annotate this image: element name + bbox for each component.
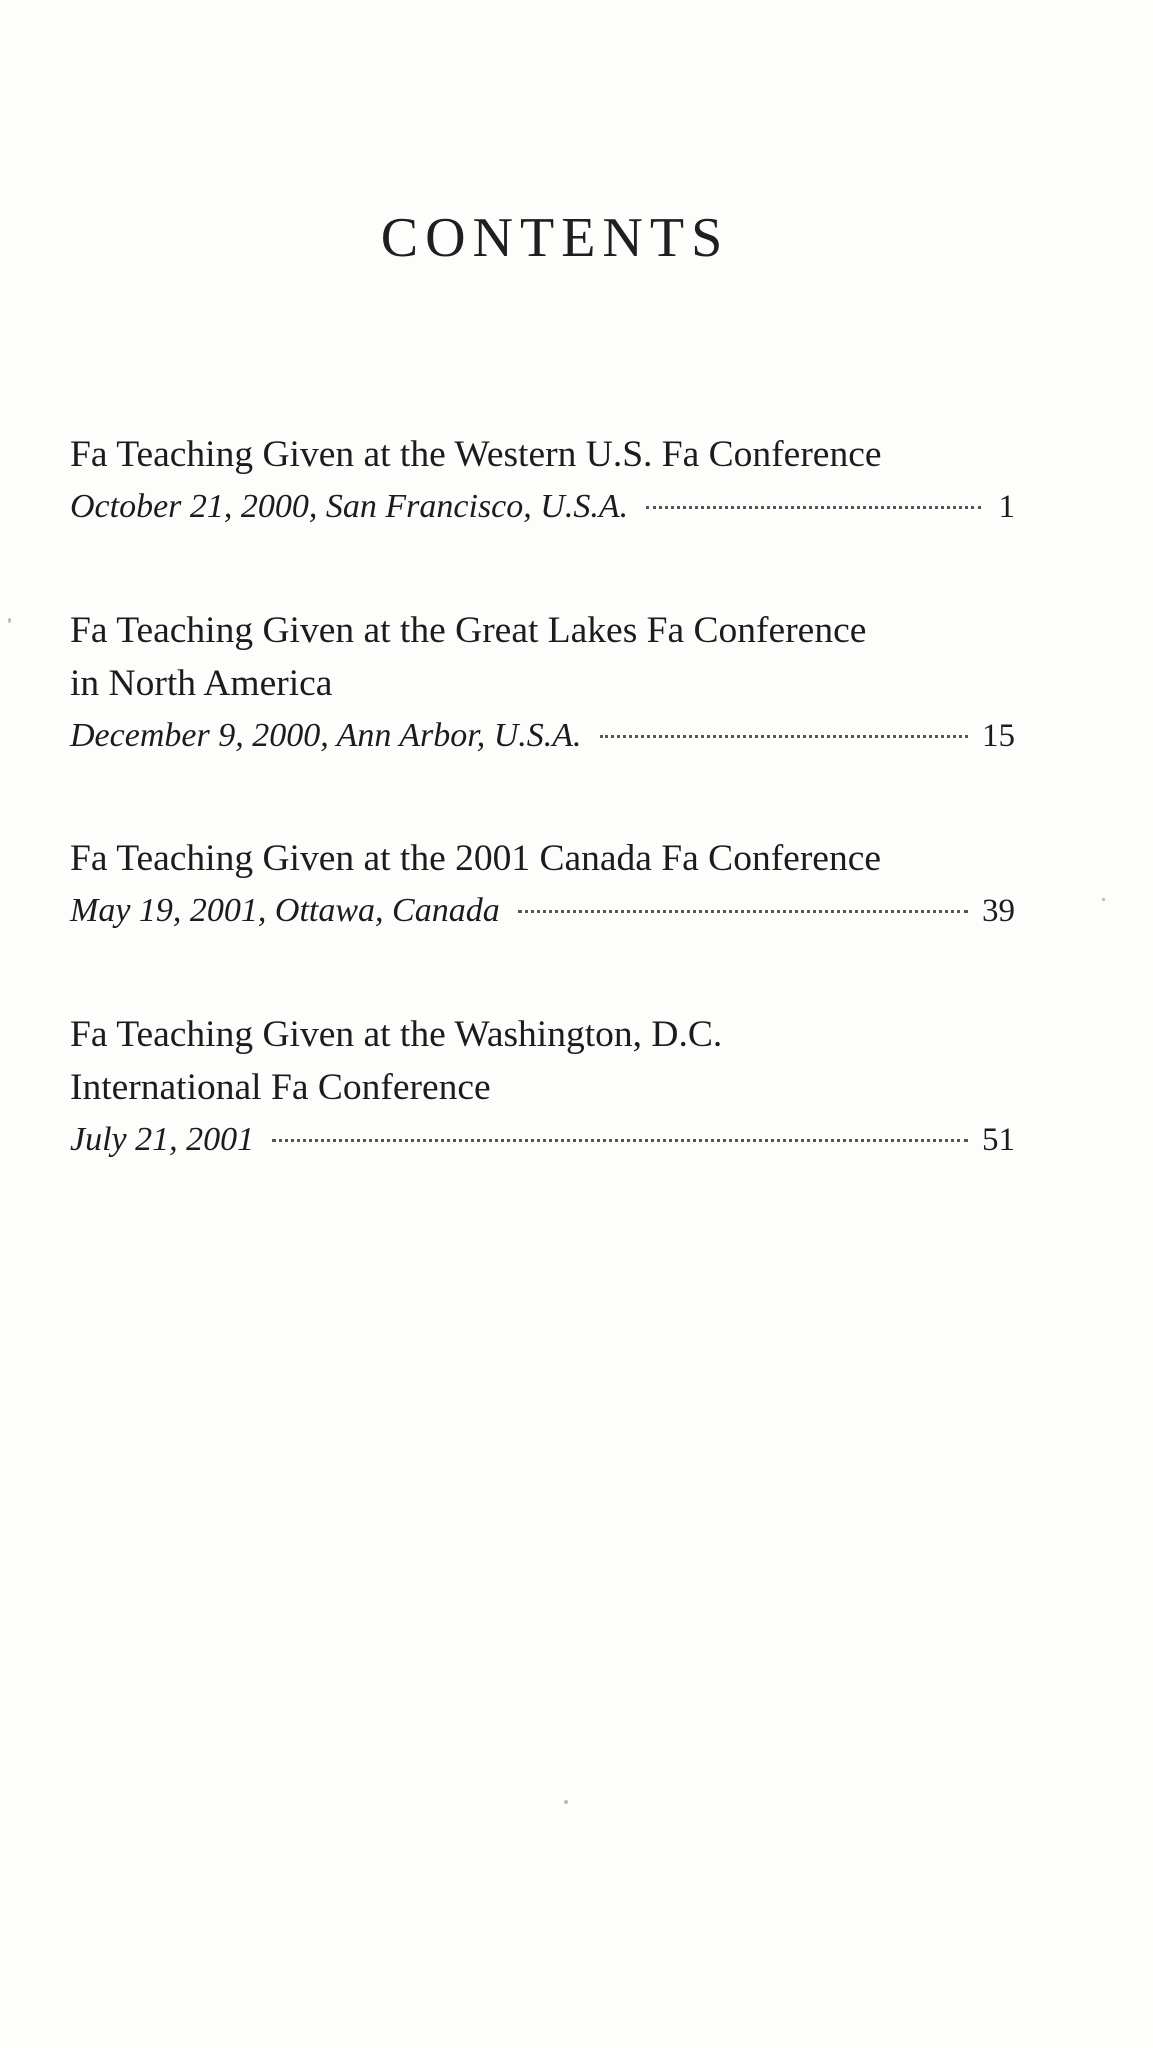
toc-entry-page-number: 15 xyxy=(982,718,1015,754)
toc-entry-subtitle: May 19, 2001, Ottawa, Canada xyxy=(70,892,500,929)
toc-entry-page-number: 39 xyxy=(982,893,1015,929)
toc-entry[interactable] xyxy=(70,1008,1015,1166)
dot-leader xyxy=(518,910,968,913)
toc-entry-title: Fa Teaching Given at the 2001 Canada Fa Conference xyxy=(70,838,881,879)
toc-entry-subtitle: July 21, 2001 xyxy=(70,1121,255,1158)
dot-leader xyxy=(600,735,968,738)
paper-speck xyxy=(564,1800,568,1804)
toc-entry-line xyxy=(70,1114,1015,1166)
toc-entry-title: Fa Teaching Given at the Great Lakes Fa Conference xyxy=(70,610,867,651)
toc-entry[interactable] xyxy=(70,604,1015,762)
toc-entry-line xyxy=(70,481,1015,533)
toc-entry[interactable] xyxy=(70,428,1015,533)
toc-entry-page-number: 1 xyxy=(998,489,1015,525)
paper-speck xyxy=(8,618,11,623)
toc-entry-subtitle: October 21, 2000, San Francisco, U.S.A. xyxy=(70,488,629,525)
dot-leader xyxy=(646,506,981,509)
toc-entry-title-continued: International Fa Conference xyxy=(70,1067,491,1108)
toc-entry-line xyxy=(70,885,1015,937)
toc-entry-subtitle: December 9, 2000, Ann Arbor, U.S.A. xyxy=(70,717,582,754)
contents-heading: CONTENTS xyxy=(380,207,730,269)
toc-entry-page-number: 51 xyxy=(982,1122,1015,1158)
toc-entry-title-continued: in North America xyxy=(70,663,333,704)
paper-speck xyxy=(1102,898,1105,901)
toc-entry-title: Fa Teaching Given at the Washington, D.C. xyxy=(70,1014,723,1055)
dot-leader xyxy=(272,1139,968,1142)
toc-entry-title: Fa Teaching Given at the Western U.S. Fa Conference xyxy=(70,434,882,475)
toc-entry-line xyxy=(70,710,1015,762)
toc-entry[interactable] xyxy=(70,832,1015,937)
